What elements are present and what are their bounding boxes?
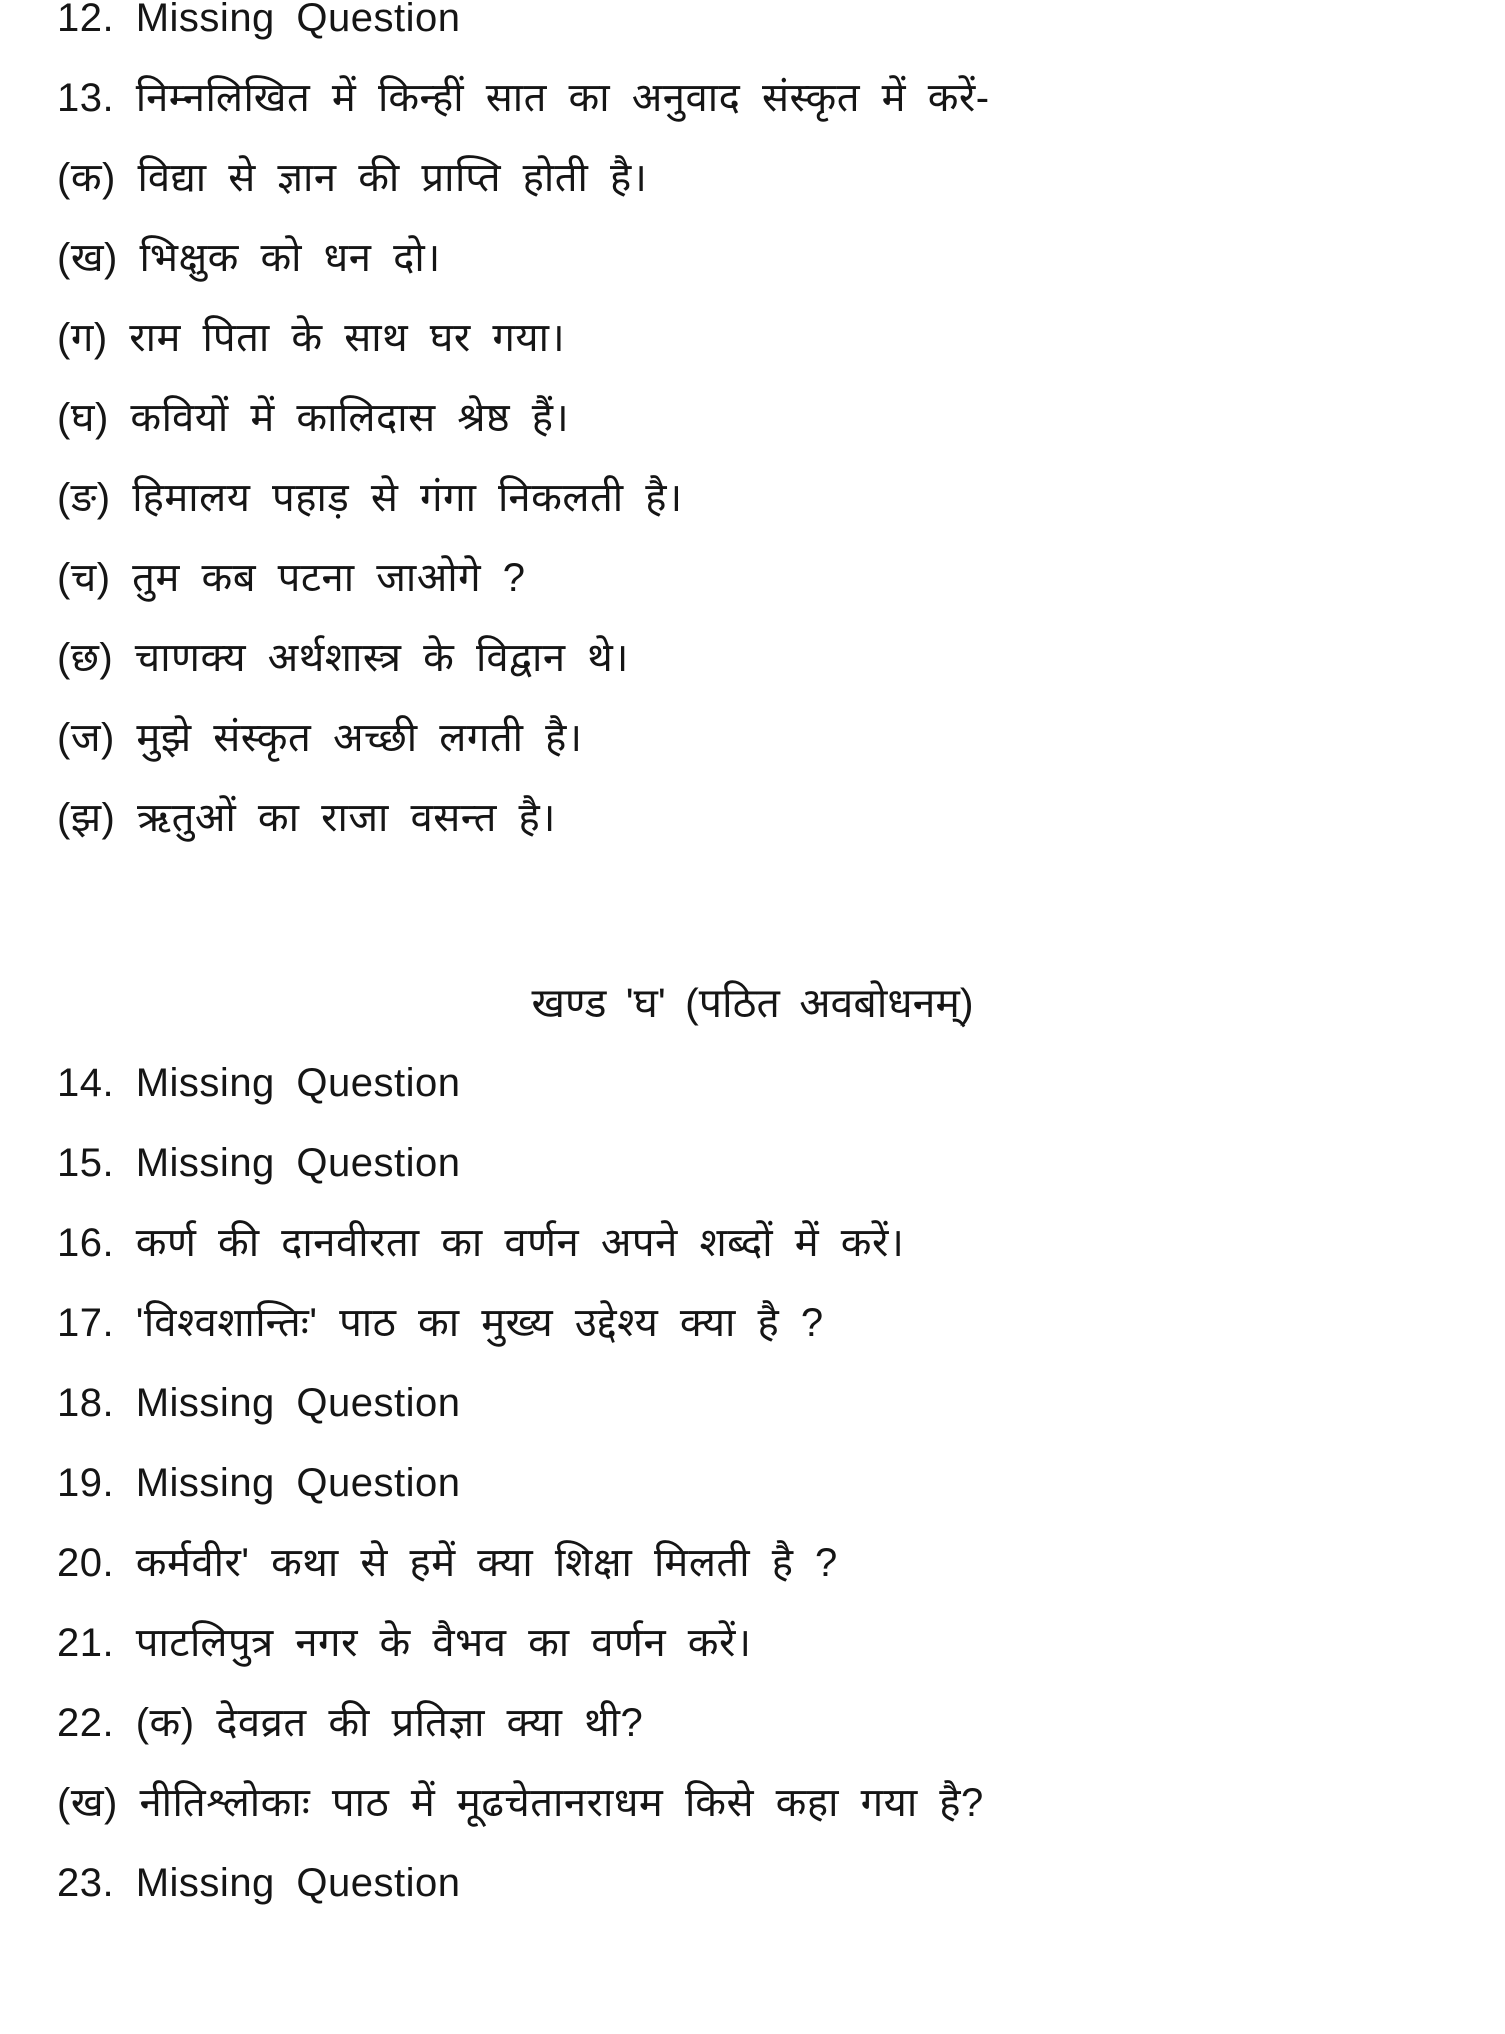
question-line: 13. निम्नलिखित में किन्हीं सात का अनुवाद संस्कृत में करें-	[57, 76, 990, 120]
question-line: 14. Missing Question	[57, 1061, 461, 1105]
question-line: 12. Missing Question	[57, 0, 461, 40]
section-translation-questions	[0, 0, 1505, 858]
question-line: (क) विद्या से ज्ञान की प्राप्ति होती है।	[57, 156, 648, 200]
question-line: (ज) मुझे संस्कृत अच्छी लगती है।	[57, 716, 583, 760]
question-line: 16. कर्ण की दानवीरता का वर्णन अपने शब्दों में करें।	[57, 1221, 905, 1265]
question-line: 21. पाटलिपुत्र नगर के वैभव का वर्णन करें।	[57, 1621, 752, 1665]
question-line: (छ) चाणक्य अर्थशास्त्र के विद्वान थे।	[57, 636, 629, 680]
question-line: (च) तुम कब पटना जाओगे ?	[57, 556, 526, 600]
question-line: (ख) नीतिश्लोकाः पाठ में मूढचेतानराधम किसे कहा गया है?	[57, 1781, 984, 1825]
question-line: (घ) कवियों में कालिदास श्रेष्ठ हैं।	[57, 396, 570, 440]
question-line: (ङ) हिमालय पहाड़ से गंगा निकलती है।	[57, 476, 683, 520]
question-line: 17. 'विश्वशान्तिः' पाठ का मुख्य उद्देश्य क्या है ?	[57, 1301, 824, 1345]
question-line: 23. Missing Question	[57, 1861, 461, 1905]
question-line: (झ) ऋतुओं का राजा वसन्त है।	[57, 796, 556, 840]
question-line: 18. Missing Question	[57, 1381, 461, 1425]
question-line: (ख) भिक्षुक को धन दो।	[57, 236, 441, 280]
question-line: 22. (क) देवव्रत की प्रतिज्ञा क्या थी?	[57, 1701, 644, 1745]
question-line: 19. Missing Question	[57, 1461, 461, 1505]
section-comprehension-questions	[0, 1043, 1505, 1923]
question-line: (ग) राम पिता के साथ घर गया।	[57, 316, 566, 360]
question-line: 20. कर्मवीर' कथा से हमें क्या शिक्षा मिलती है ?	[57, 1541, 838, 1585]
section-heading: खण्ड 'घ' (पठित अवबोधनम्)	[531, 979, 974, 1026]
question-line: 15. Missing Question	[57, 1141, 461, 1185]
